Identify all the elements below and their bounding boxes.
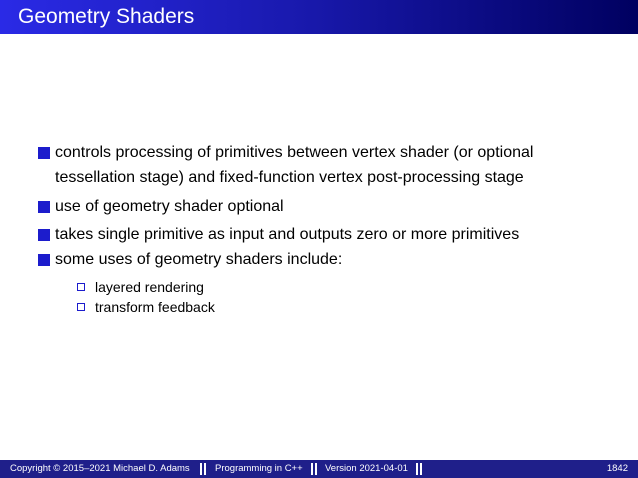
bullet-marker	[38, 201, 50, 213]
bullet-marker	[38, 254, 50, 266]
footer-separator	[416, 463, 422, 475]
sub-bullet-item-2: transform feedback	[95, 299, 215, 315]
footer-separator	[311, 463, 317, 475]
bullet-marker	[38, 229, 50, 241]
bullet-item-1-line-1: controls processing of primitives between vertex shader (or optional	[55, 144, 534, 161]
footer-version: Version 2021-04-01	[325, 463, 408, 474]
bullet-item-2: use of geometry shader optional	[55, 198, 284, 215]
footer-course: Programming in C++	[215, 463, 303, 474]
bullet-item-4: some uses of geometry shaders include:	[55, 251, 343, 268]
slide-title: Geometry Shaders	[18, 5, 195, 28]
bullet-item-1-line-2: tessellation stage) and fixed-function vertex post-processing stage	[55, 169, 524, 186]
bullet-marker	[38, 147, 50, 159]
footer-copyright: Copyright © 2015–2021 Michael D. Adams	[10, 463, 190, 474]
sub-bullet-marker	[77, 303, 85, 311]
footer-separator	[200, 463, 206, 475]
footer-bar	[0, 460, 638, 478]
bullet-item-3: takes single primitive as input and outputs zero or more primitives	[55, 226, 520, 243]
sub-bullet-marker	[77, 283, 85, 291]
sub-bullet-item-1: layered rendering	[95, 279, 204, 295]
footer-page-number: 1842	[606, 463, 628, 474]
